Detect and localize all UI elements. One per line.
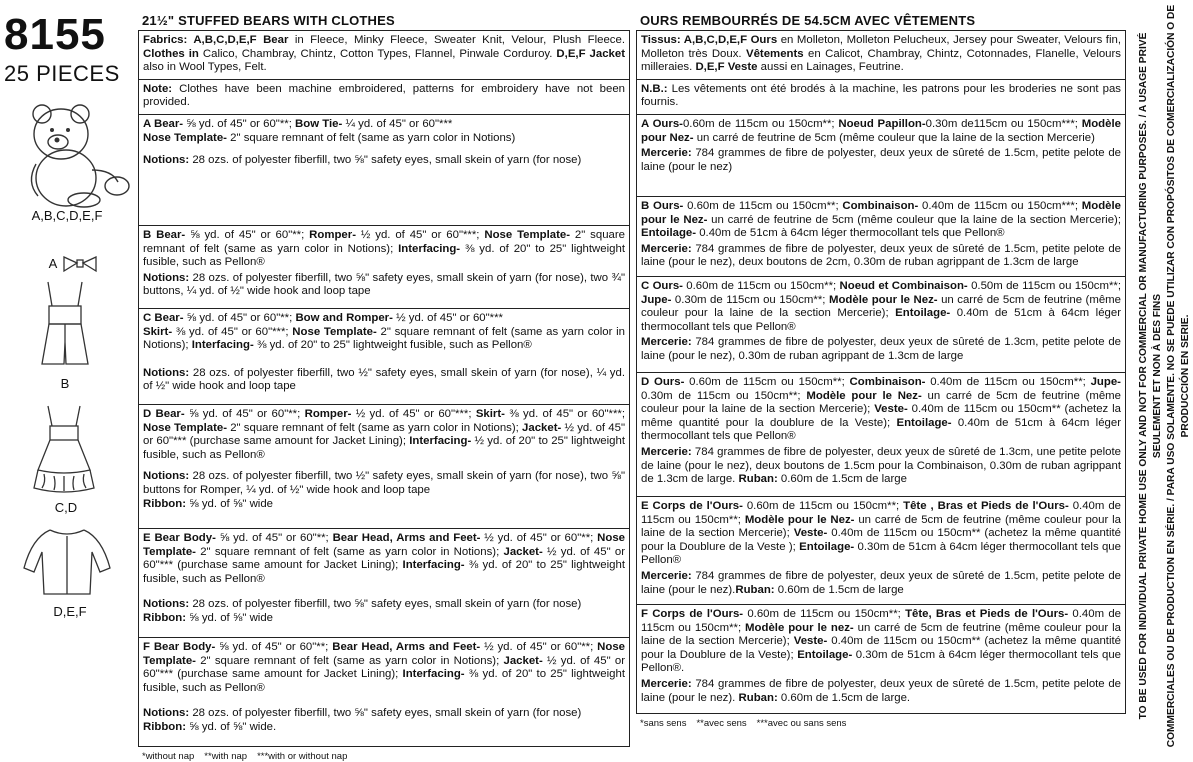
view-a-bear-label: A Bear-: [143, 117, 184, 130]
bow-tie-icon: [62, 254, 98, 274]
clothes-label: Clothes in: [143, 47, 199, 60]
vue-b-nez-label: Modèle pour le Nez-: [641, 199, 1121, 226]
vue-e-nez-label: Modèle pour le Nez-: [744, 513, 855, 526]
vue-b-mercerie-text: 784 grammes de fibre de polyester, deux yeux de sûreté de 1.5cm, petite pelote de laine (pour le nez), deux boutons de 2cm, 0.30m de ruban agrippant de 1.3cm de large: [641, 242, 1121, 269]
view-label-all: A,B,C,D,E,F: [31, 208, 103, 223]
view-c-nose-text: 2" square remnant of felt (same as yarn color in Notions);: [143, 325, 625, 352]
view-e-head-label: Bear Head, Arms and Feet-: [332, 531, 481, 544]
vue-b-ours-label: B Ours-: [641, 199, 684, 212]
clothes-text: Calico, Chambray, Chintz, Cotton Types, Flannel, Pinwale Corduroy.: [198, 47, 557, 60]
view-d-romper-label: Romper-: [304, 407, 352, 420]
vue-d-veste-label: Veste-: [874, 403, 908, 416]
view-d-nose-text: 2" square remnant of felt (same as yarn color in Notions);: [227, 421, 523, 434]
view-d-notions-label: Notions:: [143, 470, 190, 483]
view-c-nose-label: Nose Template-: [292, 325, 377, 338]
view-f-notions-label: Notions:: [143, 707, 190, 720]
vue-e-entoilage-label: Entoilage-: [799, 540, 855, 553]
view-c-notions-text: 28 ozs. of polyester fiberfill, two ½" safety eyes, small skein of yarn (for nose), ¼ yd. of ½" wide hook and loop tape: [143, 366, 625, 393]
view-label-a: A: [48, 256, 58, 271]
vue-e-veste-text: 0.40m de 115cm ou 150cm** (achetez la même quantité pour la Doublure de la Veste );: [641, 527, 1122, 553]
vue-e-corps-label: E Corps de l'Ours-: [641, 499, 743, 512]
vue-d-veste-text: 0.40m de 115cm ou 150cm** (achetez la même quantité pour la doublure de la Veste);: [641, 403, 1121, 429]
vue-a-noeud-text: 0.30m de115cm ou 150cm***;: [925, 117, 1082, 130]
veste-text: aussi en Lainages, Feutrine.: [757, 61, 904, 74]
view-e-jacket-text: ½ yd. of 45" or 60"*** (purchase same amount for Jacket Lining);: [143, 545, 625, 572]
nb-block: [636, 79, 1126, 114]
vue-c-block: [636, 276, 1126, 372]
view-f-nose-label: Nose Template-: [143, 640, 625, 667]
vue-f-veste-label: Veste-: [793, 635, 828, 648]
vue-d-mercerie-label: Mercerie:: [641, 445, 692, 458]
vue-a-mercerie-label: Mercerie:: [641, 147, 692, 160]
view-f-head-text: ½ yd. of 45" or 60"**;: [480, 640, 598, 653]
jacket-text: also in Wool Types, Felt.: [143, 61, 267, 74]
view-c-skirt-label: Skirt-: [143, 325, 173, 338]
view-b-notions-label: Notions:: [143, 271, 190, 284]
vue-b-combinaison-label: Combinaison-: [842, 199, 919, 212]
fabrics-label: Fabrics: A,B,C,D,E,F Bear: [143, 34, 289, 46]
view-d-bear-text: ⅝ yd. of 45" or 60"**;: [184, 407, 305, 420]
usage-notice-line-2: COMMERCIALES OU DE PRODUCTION EN SÉRIE. / PARA USO SOLAMENTE. NO SE PUEDE UTILIZAR CON PROPÓSITOS DE COMERCIALIZACIÓN O DE PRODUCCIÓN EN SERIE.: [1166, 4, 1191, 748]
view-c-bear-label: C Bear-: [143, 311, 184, 324]
vue-f-veste-text: 0.40m de 115cm ou 150cm** (achetez la même quantité pour la Doublure de la Veste);: [641, 635, 1122, 661]
vue-e-nez-text: un carré de 5cm de feutrine (même couleur pour la laine de la section Mercerie);: [641, 513, 1121, 540]
view-a-notions-label: Notions:: [143, 154, 190, 167]
vue-e-entoilage-text: 0.30m de 51cm à 64cm léger thermocollant tels que Pellon®: [641, 540, 1121, 567]
vue-d-nez-text: un carré de 5cm de feutrine (même couleur pour la laine de la section Mercerie);: [641, 389, 1122, 416]
view-e-jacket-label: Jacket-: [503, 545, 543, 558]
footnote-without-nap: *without nap: [142, 750, 195, 762]
vue-e-mercerie-label: Mercerie:: [641, 569, 692, 582]
vue-f-block: [636, 604, 1126, 714]
view-a-bowtie-text: ¼ yd. of 45" or 60"***: [342, 117, 453, 130]
vue-f-tete-label: Tête, Bras et Pieds de l'Ours-: [905, 607, 1069, 620]
vue-d-ours-text: 0.60m de 115cm ou 150cm**;: [684, 375, 850, 388]
view-a-bowtie-label: Bow Tie-: [295, 117, 343, 130]
vue-d-entoilage-text: 0.40m de 51cm à 64cm léger thermocollant tels que Pellon®: [641, 416, 1121, 443]
jacket-icon: [16, 524, 118, 600]
vue-a-mercerie-text: 784 grammes de fibre de polyester, deux yeux de sûreté de 1.5cm, petite pelote de laine (pour le nez): [641, 147, 1121, 173]
vue-c-entoilage-text: 0.40m de 51cm à 64cm léger thermocollant tels que Pellon®: [641, 307, 1122, 333]
view-b-romper-label: Romper-: [309, 228, 356, 241]
view-e-ribbon-text: ⅝ yd. of ⅝" wide: [186, 611, 274, 624]
view-f-interfacing-text: ⅜ yd. of 20" to 25" lightweight fusible, such as Pellon®: [143, 668, 625, 694]
view-d-skirt-text: ⅜ yd. of 45" or 60"***;: [504, 407, 625, 420]
view-d-bear-label: D Bear-: [143, 407, 185, 420]
vetements-label: Vêtements: [746, 47, 804, 60]
french-column: [636, 12, 1126, 729]
view-e-notions-text: 28 ozs. of polyester fiberfill, two ⅝" safety eyes, small skein of yarn (for nose): [189, 598, 582, 611]
vue-a-ours-label: A Ours-: [641, 117, 683, 130]
vetements-text: en Calicot, Chambray, Chintz, Cotonnades, Flanelle, Velours milleraies.: [641, 47, 1122, 74]
vue-f-ruban-text: 0.60m de 1.5cm de large.: [777, 691, 911, 704]
tissus-block: [636, 30, 1126, 79]
vue-b-mercerie-label: Mercerie:: [641, 242, 692, 255]
view-c-interfacing-label: Interfacing-: [191, 339, 254, 352]
vue-b-entoilage-text: 0.40m de 51cm à 64cm léger thermocollant tels que Pellon®: [696, 227, 1005, 240]
vue-f-entoilage-text: 0.30m de 51cm à 64cm léger thermocollant tels que Pellon®.: [641, 648, 1121, 675]
vue-d-jupe-label: Jupe-: [1090, 375, 1121, 388]
view-c-bow-text: ½ yd. of 45" or 60"***: [392, 311, 503, 324]
view-e-head-text: ½ yd. of 45" or 60"**;: [480, 531, 598, 544]
view-f-block: [138, 637, 630, 747]
view-d-romper-text: ½ yd. of 45" or 60"***;: [351, 407, 476, 420]
view-b-interfacing-text: ⅜ yd. of 20" to 25" lightweight fusible, such as Pellon®: [143, 242, 625, 269]
view-d-skirt-label: Skirt-: [475, 407, 505, 420]
vue-d-combinaison-text: 0.40m de 115cm ou 150cm**;: [925, 375, 1091, 388]
view-f-nose-text: 2" square remnant of felt (same as yarn color in Notions);: [195, 654, 504, 667]
french-title: OURS REMBOURRÉS DE 54.5CM AVEC VÊTEMENTS: [640, 13, 976, 28]
vue-d-combinaison-label: Combinaison-: [849, 375, 926, 388]
view-f-body-text: ⅝ yd. of 45" or 60"**;: [215, 640, 333, 653]
vue-f-mercerie-text: 784 grammes de fibre de polyester, deux yeux de sûreté de 1.5cm, petite pelote de laine (pour le nez).: [641, 677, 1121, 704]
footnote-avec-sens: **avec sens: [696, 717, 747, 729]
usage-notice-line-1: TO BE USED FOR INDIVIDUAL PRIVATE HOME USE ONLY AND NOT FOR COMMERCIAL OR MANUFACTURING PURPOSES. / A USAGE PRIVÉ SEULEMENT ET NON À DES FINS: [1138, 32, 1163, 720]
view-d-jacket-text: ½ yd. of 45" or 60"*** (purchase same amount for Jacket Lining);: [143, 421, 625, 448]
view-label-def: D,E,F: [53, 604, 87, 619]
vue-e-block: [636, 496, 1126, 604]
vue-e-tete-text: 0.40m de 115cm ou 150cm**;: [641, 499, 1121, 526]
view-d-block: [138, 404, 630, 528]
vue-a-noeud-label: Noeud Papillon-: [838, 117, 926, 130]
vue-b-entoilage-label: Entoilage-: [641, 227, 697, 240]
view-label-b: B: [60, 376, 70, 391]
vue-d-mercerie-text: 784 grammes de fibre de polyester, deux yeux de sûreté de 1.3cm, une petite pelote de laine (pour le nez), deux boutons de 1.5cm pour la Combinaison, 0.30m de ruban agrippant de 1.3cm de large.: [641, 445, 1121, 486]
fabrics-text: in Fleece, Minky Fleece, Sweater Knit, Velour, Plush Fleece.: [288, 34, 625, 46]
vue-e-ruban-text: 0.60m de 1.5cm de large: [774, 583, 904, 596]
vue-c-jupe-label: Jupe-: [641, 293, 672, 306]
vue-c-ours-text: 0.60m de 115cm ou 150cm**;: [682, 279, 840, 292]
note-text: Clothes have been machine embroidered, patterns for embroidery have not been provided.: [143, 82, 625, 109]
vue-c-jupe-text: 0.30m de 115cm ou 150cm**;: [671, 293, 829, 306]
sidebar: [0, 0, 134, 752]
vue-b-ours-text: 0.60m de 115cm ou 150cm**;: [683, 199, 843, 212]
view-a-notions-text: 28 ozs. of polyester fiberfill, two ⅝" safety eyes, small skein of yarn (for nose): [189, 154, 582, 167]
footnote-sans-sens: *sans sens: [640, 717, 687, 729]
vue-c-mercerie-label: Mercerie:: [641, 336, 692, 349]
vue-f-corps-label: F Corps de l'Ours-: [641, 607, 744, 620]
vue-e-veste-label: Veste-: [793, 527, 828, 540]
view-b-nose-text: 2" square remnant of felt (same as yarn color in Notions);: [143, 228, 625, 255]
view-f-ribbon-label: Ribbon:: [143, 720, 187, 733]
view-c-block: [138, 308, 630, 404]
vue-a-ours-text: 0.60m de 115cm ou 150cm**;: [682, 117, 839, 130]
vue-f-corps-text: 0.60m de 115cm ou 150cm**;: [743, 607, 906, 620]
french-footnotes: [636, 714, 1126, 729]
vue-c-entoilage-label: Entoilage-: [895, 307, 951, 320]
view-d-interfacing-text: ½ yd. of 20" to 25" lightweight fusible, such as Pellon®: [143, 435, 625, 461]
vue-a-nez-label: Modèle pour Nez-: [641, 117, 1121, 144]
view-e-notions-label: Notions:: [143, 598, 190, 611]
view-d-ribbon-label: Ribbon:: [143, 497, 187, 510]
vue-e-ruban-label: Ruban:: [735, 583, 775, 596]
view-f-ribbon-text: ⅝ yd. of ⅝" wide.: [186, 720, 277, 733]
vue-c-noeud-label: Noeud et Combinaison-: [839, 279, 968, 292]
view-a-nose-text: 2" square remnant of felt (same as yarn color in Notions): [226, 131, 516, 144]
view-b-romper-text: ½ yd. of 45" or 60"***;: [356, 228, 485, 241]
piece-count: 25 PIECES: [4, 61, 120, 86]
view-a-bear-text: ⅝ yd. of 45" or 60"**;: [183, 117, 296, 130]
view-c-bear-text: ⅝ yd. of 45" or 60"**;: [183, 311, 296, 324]
view-c-bow-label: Bow and Romper-: [295, 311, 393, 324]
vue-c-mercerie-text: 784 grammes de fibre de polyester, deux yeux de sûreté de 1.3cm, petite pelote de laine (pour le nez), 0.30m de ruban agrippant de 1.3cm de large: [641, 336, 1121, 362]
vue-e-corps-text: 0.60m de 115cm ou 150cm**;: [742, 499, 904, 512]
view-label-cd: C,D: [54, 500, 78, 515]
vue-e-tete-label: Tête , Bras et Pieds de l'Ours-: [903, 499, 1069, 512]
view-e-interfacing-label: Interfacing-: [402, 559, 465, 572]
view-a-block: [138, 114, 630, 225]
view-b-block: [138, 225, 630, 308]
bear-icon: [22, 100, 134, 208]
note-block: [138, 79, 630, 114]
footnote-with-or-without-nap: ***with or without nap: [257, 750, 348, 762]
vue-c-nez-label: Modèle pour le Nez-: [828, 293, 938, 306]
vue-f-nez-text: un carré de 5cm de feutrine (même couleur pour la laine de la section Mercerie);: [641, 621, 1121, 648]
vue-f-tete-text: 0.40m de 115cm ou 150cm**;: [641, 607, 1121, 634]
veste-label: D,E,F Veste: [695, 61, 758, 74]
view-e-nose-text: 2" square remnant of felt (same as yarn color in Notions);: [195, 545, 504, 558]
view-f-jacket-label: Jacket-: [503, 654, 543, 667]
view-b-bear-label: B Bear-: [143, 228, 186, 241]
view-d-jacket-label: Jacket-: [522, 421, 562, 434]
view-d-interfacing-label: Interfacing-: [409, 435, 472, 448]
view-e-body-label: E Bear Body-: [143, 531, 216, 544]
view-d-ribbon-text: ⅝ yd. of ⅝" wide: [186, 497, 274, 510]
view-f-interfacing-label: Interfacing-: [402, 668, 465, 681]
vue-a-block: [636, 114, 1126, 196]
view-c-notions-label: Notions:: [143, 366, 190, 379]
vue-d-nez-label: Modèle pour le Nez-: [806, 389, 922, 402]
jacket-label: D,E,F Jacket: [556, 47, 625, 60]
view-f-notions-text: 28 ozs. of polyester fiberfill, two ⅝" safety eyes, small skein of yarn (for nose): [189, 707, 582, 720]
vue-f-entoilage-label: Entoilage-: [797, 648, 853, 661]
vue-d-ruban-label: Ruban:: [738, 473, 778, 486]
english-column: [138, 12, 630, 762]
view-d-nose-label: Nose Template-: [143, 421, 228, 434]
vue-b-nez-text: un carré de feutrine de 5cm (même couleur que la laine de la section Mercerie);: [707, 213, 1121, 226]
view-b-interfacing-label: Interfacing-: [398, 242, 461, 255]
view-f-body-label: F Bear Body-: [143, 640, 216, 653]
view-e-interfacing-text: ⅜ yd. of 20" to 25" lightweight fusible, such as Pellon®: [143, 559, 625, 585]
view-b-notions-text: 28 ozs. of polyester fiberfill, two ⅝" safety eyes, small skein of yarn (for nose), two ¾" buttons, ¼ yd. of ½" wide hook and loop tape: [143, 271, 625, 298]
vue-b-block: [636, 196, 1126, 276]
footnote-with-nap: **with nap: [204, 750, 248, 762]
vue-f-nez-label: Modèle pour le nez-: [745, 621, 854, 634]
english-footnotes: [138, 747, 630, 762]
tissus-text: en Molleton, Molleton Pelucheux, Jersey pour Sweater, Velours fin, Molleton très Doux.: [641, 34, 1122, 60]
view-b-bear-text: ⅝ yd. of 45" or 60"**;: [185, 228, 310, 241]
tissus-label: Tissus: A,B,C,D,E,F Ours: [641, 34, 778, 46]
nb-label: N.B.:: [641, 82, 668, 95]
vue-d-ruban-text: 0.60m de 1.5cm de large: [777, 473, 907, 486]
romper-icon: [38, 280, 92, 370]
view-c-interfacing-text: ⅜ yd. of 20" to 25" lightweight fusible, such as Pellon®: [253, 339, 532, 352]
view-f-head-label: Bear Head, Arms and Feet-: [332, 640, 481, 653]
view-c-skirt-text: ⅜ yd. of 45" or 60"***;: [172, 325, 293, 338]
view-f-jacket-text: ½ yd. of 45" or 60"*** (purchase same amount for Jacket Lining);: [143, 654, 625, 681]
note-label: Note:: [143, 82, 173, 95]
vue-d-jupe-text: 0.30m de 115cm ou 150cm**;: [641, 389, 807, 402]
view-a-nose-label: Nose Template-: [143, 131, 227, 144]
vue-c-ours-label: C Ours-: [641, 279, 683, 292]
vue-c-nez-text: un carré de 5cm de feutrine (même couleur pour la laine de la section Mercerie);: [641, 293, 1121, 320]
usage-notice: [1133, 0, 1191, 752]
skirt-dress-icon: [32, 404, 96, 494]
nb-text: Les vêtements ont été brodés à la machine, les patrons pour les broderies ne sont pas fournis.: [641, 82, 1121, 109]
view-e-ribbon-label: Ribbon:: [143, 611, 187, 624]
vue-d-block: [636, 372, 1126, 496]
pattern-number: 8155: [4, 10, 106, 59]
view-d-notions-text: 28 ozs. of polyester fiberfill, two ½" safety eyes, small skein of yarn (for nose), two ⅝" buttons for Romper, ¼ yd. of ½" wide hook and loop tape: [143, 470, 625, 496]
vue-f-mercerie-label: Mercerie:: [641, 677, 692, 690]
view-e-block: [138, 528, 630, 637]
vue-a-nez-text: un carré de feutrine de 5cm (même couleur que la laine de la section Mercerie): [693, 131, 1095, 144]
vue-d-entoilage-label: Entoilage-: [896, 416, 952, 429]
vue-f-ruban-label: Ruban:: [738, 691, 778, 704]
fabrics-block: [138, 30, 630, 79]
view-e-nose-label: Nose Template-: [143, 531, 626, 558]
footnote-avec-ou-sans-sens: ***avec ou sans sens: [756, 717, 847, 729]
view-b-nose-label: Nose Template-: [484, 228, 571, 241]
english-title: 21½" STUFFED BEARS WITH CLOTHES: [142, 13, 395, 28]
vue-d-ours-label: D Ours-: [641, 375, 685, 388]
vue-b-combinaison-text: 0.40m de 115cm ou 150cm***;: [918, 199, 1082, 212]
vue-e-mercerie-text: 784 grammes de fibre de polyester, deux yeux de sûreté de 1.5cm, petite pelote de laine (pour le nez).: [641, 569, 1121, 596]
vue-c-noeud-text: 0.50m de 115cm ou 150cm**;: [967, 279, 1121, 292]
view-e-body-text: ⅝ yd. of 45" or 60"**;: [215, 531, 333, 544]
